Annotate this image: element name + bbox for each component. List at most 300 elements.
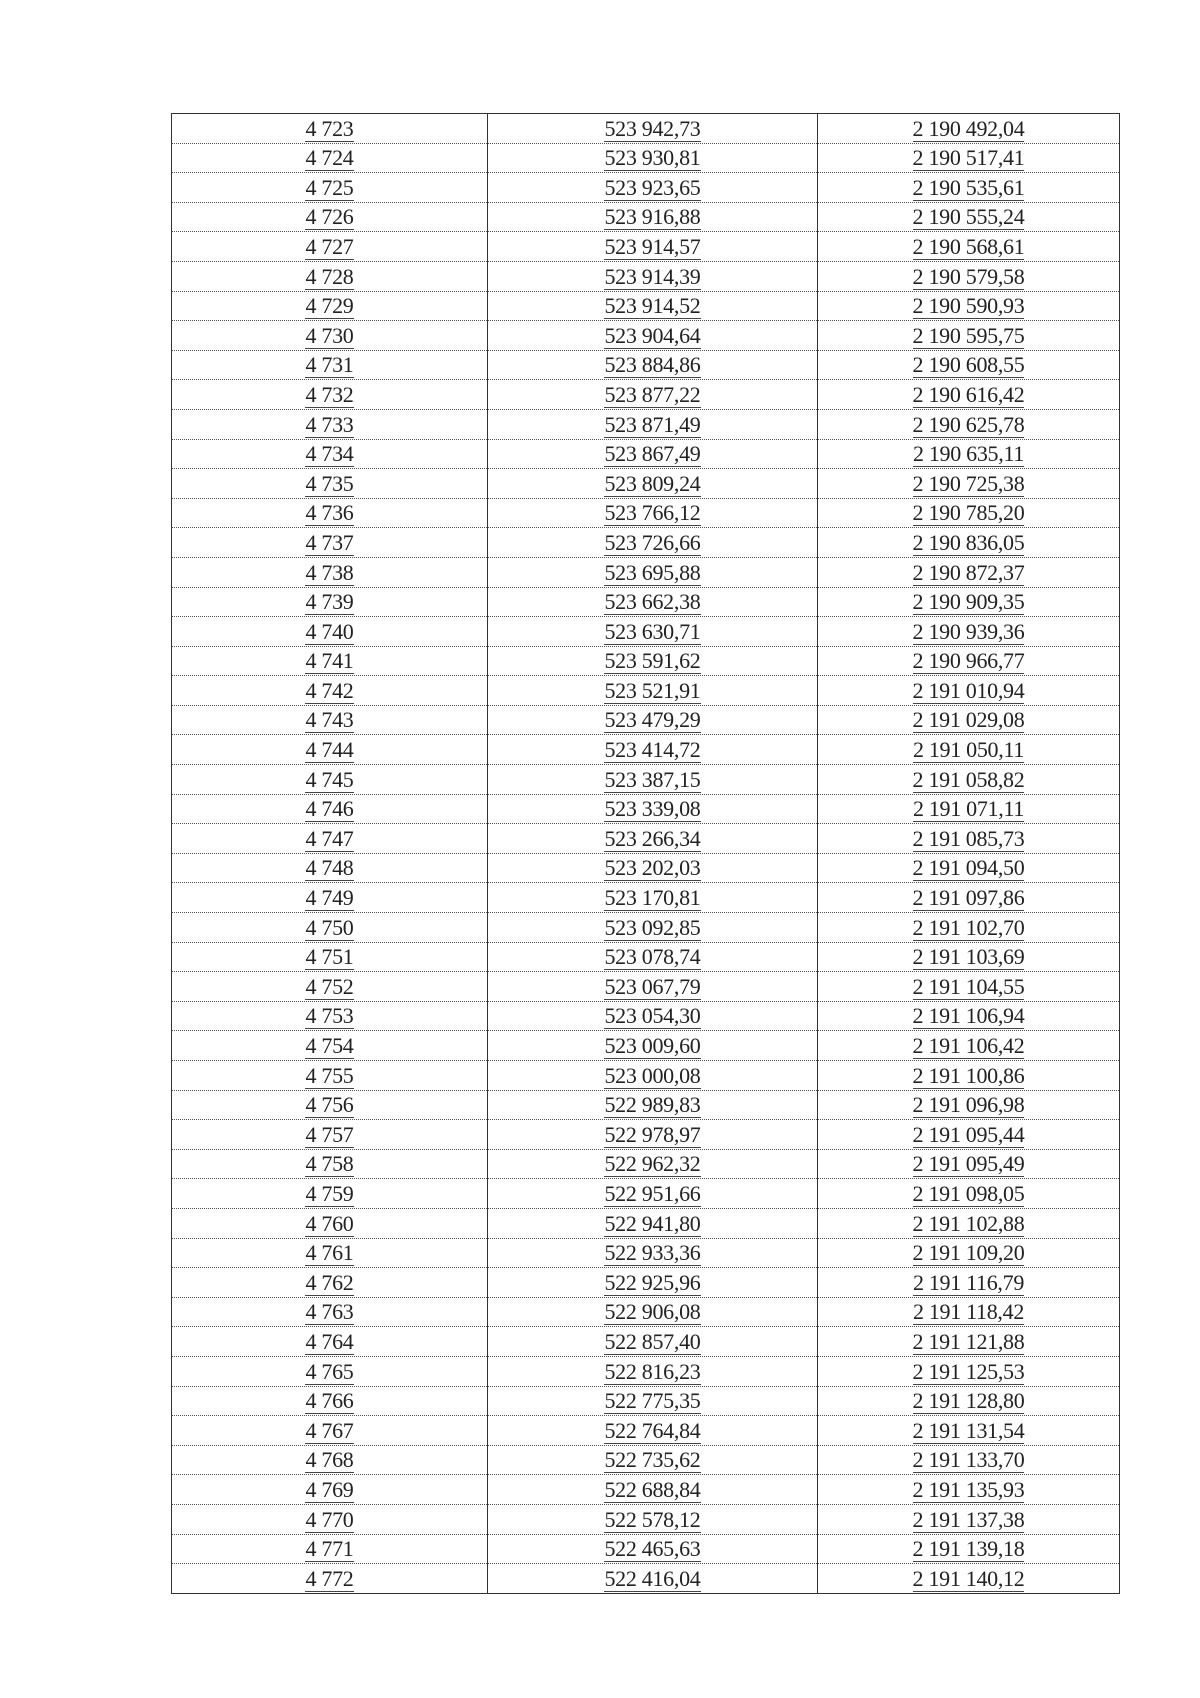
table-row bbox=[172, 972, 1120, 1002]
cell-value: 523 914,57 bbox=[604, 233, 701, 259]
table-row bbox=[172, 1356, 1120, 1386]
y-coordinate-cell bbox=[818, 143, 1120, 173]
x-coordinate-cell bbox=[488, 528, 818, 558]
x-coordinate-cell bbox=[488, 1031, 818, 1061]
cell-value: 523 414,72 bbox=[604, 737, 701, 763]
x-coordinate-cell bbox=[488, 1534, 818, 1564]
point-number-cell bbox=[172, 1149, 488, 1179]
point-number-cell bbox=[172, 173, 488, 203]
table-row bbox=[172, 143, 1120, 173]
cell-value: 2 191 133,70 bbox=[912, 1447, 1025, 1473]
cell-value: 522 735,62 bbox=[604, 1447, 701, 1473]
table-row bbox=[172, 1534, 1120, 1564]
table-row bbox=[172, 617, 1120, 647]
cell-value: 523 630,71 bbox=[604, 618, 701, 644]
x-coordinate-cell bbox=[488, 765, 818, 795]
x-coordinate-cell bbox=[488, 705, 818, 735]
cell-value: 522 989,83 bbox=[604, 1092, 701, 1118]
y-coordinate-cell bbox=[818, 587, 1120, 617]
y-coordinate-cell bbox=[818, 913, 1120, 943]
cell-value: 2 191 085,73 bbox=[912, 825, 1025, 851]
point-number-cell bbox=[172, 824, 488, 854]
y-coordinate-cell bbox=[818, 853, 1120, 883]
y-coordinate-cell bbox=[818, 528, 1120, 558]
point-number-cell bbox=[172, 1445, 488, 1475]
y-coordinate-cell bbox=[818, 439, 1120, 469]
table-row bbox=[172, 232, 1120, 262]
x-coordinate-cell bbox=[488, 202, 818, 232]
cell-value: 4 768 bbox=[305, 1447, 354, 1473]
table-row bbox=[172, 824, 1120, 854]
cell-value: 2 190 966,77 bbox=[912, 648, 1025, 674]
table-row bbox=[172, 765, 1120, 795]
cell-value: 4 751 bbox=[305, 944, 354, 970]
point-number-cell bbox=[172, 1297, 488, 1327]
cell-value: 4 744 bbox=[305, 737, 354, 763]
table-row bbox=[172, 1149, 1120, 1179]
cell-value: 523 202,03 bbox=[604, 855, 701, 881]
cell-value: 4 729 bbox=[305, 293, 354, 319]
point-number-cell bbox=[172, 765, 488, 795]
cell-value: 2 190 595,75 bbox=[912, 322, 1025, 348]
cell-value: 2 190 555,24 bbox=[912, 204, 1025, 230]
point-number-cell bbox=[172, 1327, 488, 1357]
y-coordinate-cell bbox=[818, 1564, 1120, 1594]
point-number-cell bbox=[172, 528, 488, 558]
cell-value: 2 191 121,88 bbox=[912, 1328, 1025, 1354]
point-number-cell bbox=[172, 1416, 488, 1446]
table-row bbox=[172, 1090, 1120, 1120]
cell-value: 2 190 872,37 bbox=[912, 559, 1025, 585]
y-coordinate-cell bbox=[818, 735, 1120, 765]
point-number-cell bbox=[172, 1001, 488, 1031]
cell-value: 4 736 bbox=[305, 500, 354, 526]
cell-value: 2 191 010,94 bbox=[912, 677, 1025, 703]
point-number-cell bbox=[172, 1031, 488, 1061]
cell-value: 523 339,08 bbox=[604, 796, 701, 822]
point-number-cell bbox=[172, 1238, 488, 1268]
x-coordinate-cell bbox=[488, 1268, 818, 1298]
y-coordinate-cell bbox=[818, 617, 1120, 647]
cell-value: 2 191 050,11 bbox=[912, 737, 1025, 763]
point-number-cell bbox=[172, 1208, 488, 1238]
cell-value: 523 000,08 bbox=[604, 1062, 701, 1088]
cell-value: 522 578,12 bbox=[604, 1506, 701, 1532]
y-coordinate-cell bbox=[818, 469, 1120, 499]
point-number-cell bbox=[172, 350, 488, 380]
cell-value: 2 190 725,38 bbox=[912, 470, 1025, 496]
x-coordinate-cell bbox=[488, 1090, 818, 1120]
cell-value: 2 191 098,05 bbox=[912, 1180, 1025, 1206]
cell-value: 522 465,63 bbox=[604, 1536, 701, 1562]
cell-value: 4 753 bbox=[305, 1003, 354, 1029]
x-coordinate-cell bbox=[488, 1179, 818, 1209]
cell-value: 4 752 bbox=[305, 973, 354, 999]
cell-value: 523 766,12 bbox=[604, 500, 701, 526]
cell-value: 4 763 bbox=[305, 1299, 354, 1325]
cell-value: 523 387,15 bbox=[604, 766, 701, 792]
cell-value: 2 191 109,20 bbox=[912, 1240, 1025, 1266]
x-coordinate-cell bbox=[488, 942, 818, 972]
cell-value: 2 191 102,88 bbox=[912, 1210, 1025, 1236]
cell-value: 523 930,81 bbox=[604, 145, 701, 171]
cell-value: 4 760 bbox=[305, 1210, 354, 1236]
x-coordinate-cell bbox=[488, 824, 818, 854]
cell-value: 2 190 909,35 bbox=[912, 589, 1025, 615]
table-row bbox=[172, 1564, 1120, 1594]
cell-value: 2 190 535,61 bbox=[912, 174, 1025, 200]
x-coordinate-cell bbox=[488, 291, 818, 321]
point-number-cell bbox=[172, 1564, 488, 1594]
table-row bbox=[172, 1327, 1120, 1357]
table-row bbox=[172, 1475, 1120, 1505]
x-coordinate-cell bbox=[488, 173, 818, 203]
table-row bbox=[172, 705, 1120, 735]
cell-value: 2 191 095,49 bbox=[912, 1151, 1025, 1177]
table-row bbox=[172, 350, 1120, 380]
cell-value: 522 816,23 bbox=[604, 1358, 701, 1384]
y-coordinate-cell bbox=[818, 1297, 1120, 1327]
table-row bbox=[172, 1031, 1120, 1061]
y-coordinate-cell bbox=[818, 557, 1120, 587]
cell-value: 523 923,65 bbox=[604, 174, 701, 200]
y-coordinate-cell bbox=[818, 1445, 1120, 1475]
x-coordinate-cell bbox=[488, 1297, 818, 1327]
cell-value: 4 724 bbox=[305, 145, 354, 171]
table-row bbox=[172, 1208, 1120, 1238]
point-number-cell bbox=[172, 291, 488, 321]
point-number-cell bbox=[172, 1120, 488, 1150]
table-row bbox=[172, 173, 1120, 203]
x-coordinate-cell bbox=[488, 1416, 818, 1446]
y-coordinate-cell bbox=[818, 1001, 1120, 1031]
x-coordinate-cell bbox=[488, 1504, 818, 1534]
y-coordinate-cell bbox=[818, 1356, 1120, 1386]
cell-value: 4 750 bbox=[305, 914, 354, 940]
table-row bbox=[172, 1297, 1120, 1327]
cell-value: 2 191 097,86 bbox=[912, 885, 1025, 911]
cell-value: 4 745 bbox=[305, 766, 354, 792]
cell-value: 2 191 137,38 bbox=[912, 1506, 1025, 1532]
x-coordinate-cell bbox=[488, 1061, 818, 1091]
cell-value: 4 755 bbox=[305, 1062, 354, 1088]
x-coordinate-cell bbox=[488, 972, 818, 1002]
y-coordinate-cell bbox=[818, 676, 1120, 706]
point-number-cell bbox=[172, 1268, 488, 1298]
x-coordinate-cell bbox=[488, 143, 818, 173]
point-number-cell bbox=[172, 143, 488, 173]
cell-value: 4 739 bbox=[305, 589, 354, 615]
cell-value: 4 725 bbox=[305, 174, 354, 200]
cell-value: 2 190 635,11 bbox=[912, 441, 1025, 467]
table-row bbox=[172, 942, 1120, 972]
x-coordinate-cell bbox=[488, 380, 818, 410]
x-coordinate-cell bbox=[488, 1445, 818, 1475]
cell-value: 2 191 100,86 bbox=[912, 1062, 1025, 1088]
cell-value: 522 906,08 bbox=[604, 1299, 701, 1325]
table-row bbox=[172, 469, 1120, 499]
y-coordinate-cell bbox=[818, 321, 1120, 351]
cell-value: 523 591,62 bbox=[604, 648, 701, 674]
x-coordinate-cell bbox=[488, 1208, 818, 1238]
x-coordinate-cell bbox=[488, 676, 818, 706]
cell-value: 4 738 bbox=[305, 559, 354, 585]
y-coordinate-cell bbox=[818, 1534, 1120, 1564]
y-coordinate-cell bbox=[818, 1031, 1120, 1061]
x-coordinate-cell bbox=[488, 1356, 818, 1386]
x-coordinate-cell bbox=[488, 409, 818, 439]
point-number-cell bbox=[172, 557, 488, 587]
cell-value: 522 775,35 bbox=[604, 1388, 701, 1414]
x-coordinate-cell bbox=[488, 439, 818, 469]
cell-value: 4 743 bbox=[305, 707, 354, 733]
cell-value: 4 727 bbox=[305, 233, 354, 259]
cell-value: 2 191 102,70 bbox=[912, 914, 1025, 940]
cell-value: 522 933,36 bbox=[604, 1240, 701, 1266]
y-coordinate-cell bbox=[818, 1179, 1120, 1209]
table-row bbox=[172, 1268, 1120, 1298]
point-number-cell bbox=[172, 587, 488, 617]
cell-value: 2 190 836,05 bbox=[912, 529, 1025, 555]
cell-value: 2 191 071,11 bbox=[912, 796, 1025, 822]
point-number-cell bbox=[172, 232, 488, 262]
point-number-cell bbox=[172, 1504, 488, 1534]
point-number-cell bbox=[172, 469, 488, 499]
point-number-cell bbox=[172, 409, 488, 439]
cell-value: 2 190 579,58 bbox=[912, 263, 1025, 289]
cell-value: 2 191 106,94 bbox=[912, 1003, 1025, 1029]
x-coordinate-cell bbox=[488, 587, 818, 617]
cell-value: 4 723 bbox=[305, 115, 354, 141]
y-coordinate-cell bbox=[818, 824, 1120, 854]
table-row bbox=[172, 1416, 1120, 1446]
x-coordinate-cell bbox=[488, 617, 818, 647]
table-row bbox=[172, 557, 1120, 587]
point-number-cell bbox=[172, 794, 488, 824]
cell-value: 2 191 116,79 bbox=[912, 1269, 1025, 1295]
cell-value: 4 759 bbox=[305, 1180, 354, 1206]
x-coordinate-cell bbox=[488, 1238, 818, 1268]
table-row bbox=[172, 1238, 1120, 1268]
table-row bbox=[172, 1120, 1120, 1150]
x-coordinate-cell bbox=[488, 1001, 818, 1031]
y-coordinate-cell bbox=[818, 765, 1120, 795]
y-coordinate-cell bbox=[818, 1090, 1120, 1120]
cell-value: 522 978,97 bbox=[604, 1121, 701, 1147]
cell-value: 523 170,81 bbox=[604, 885, 701, 911]
y-coordinate-cell bbox=[818, 1416, 1120, 1446]
table-row bbox=[172, 646, 1120, 676]
point-number-cell bbox=[172, 1061, 488, 1091]
y-coordinate-cell bbox=[818, 498, 1120, 528]
cell-value: 4 769 bbox=[305, 1476, 354, 1502]
cell-value: 4 771 bbox=[305, 1536, 354, 1562]
cell-value: 523 867,49 bbox=[604, 441, 701, 467]
y-coordinate-cell bbox=[818, 409, 1120, 439]
y-coordinate-cell bbox=[818, 1268, 1120, 1298]
table-row bbox=[172, 853, 1120, 883]
y-coordinate-cell bbox=[818, 1386, 1120, 1416]
cell-value: 4 765 bbox=[305, 1358, 354, 1384]
cell-value: 2 190 625,78 bbox=[912, 411, 1025, 437]
cell-value: 523 809,24 bbox=[604, 470, 701, 496]
cell-value: 2 191 128,80 bbox=[912, 1388, 1025, 1414]
cell-value: 523 067,79 bbox=[604, 973, 701, 999]
cell-value: 4 767 bbox=[305, 1417, 354, 1443]
cell-value: 4 749 bbox=[305, 885, 354, 911]
table-row bbox=[172, 735, 1120, 765]
x-coordinate-cell bbox=[488, 735, 818, 765]
cell-value: 2 191 058,82 bbox=[912, 766, 1025, 792]
table-row bbox=[172, 1445, 1120, 1475]
cell-value: 2 190 517,41 bbox=[912, 145, 1025, 171]
cell-value: 2 191 029,08 bbox=[912, 707, 1025, 733]
cell-value: 522 688,84 bbox=[604, 1476, 701, 1502]
y-coordinate-cell bbox=[818, 291, 1120, 321]
table-row bbox=[172, 794, 1120, 824]
point-number-cell bbox=[172, 913, 488, 943]
point-number-cell bbox=[172, 114, 488, 144]
table-row bbox=[172, 114, 1120, 144]
cell-value: 523 479,29 bbox=[604, 707, 701, 733]
cell-value: 2 190 608,55 bbox=[912, 352, 1025, 378]
table-row bbox=[172, 1386, 1120, 1416]
x-coordinate-cell bbox=[488, 913, 818, 943]
x-coordinate-cell bbox=[488, 469, 818, 499]
y-coordinate-cell bbox=[818, 173, 1120, 203]
table-row bbox=[172, 261, 1120, 291]
cell-value: 2 191 118,42 bbox=[912, 1299, 1025, 1325]
point-number-cell bbox=[172, 735, 488, 765]
coordinates-table-body bbox=[172, 114, 1120, 1594]
cell-value: 4 726 bbox=[305, 204, 354, 230]
y-coordinate-cell bbox=[818, 114, 1120, 144]
cell-value: 523 942,73 bbox=[604, 115, 701, 141]
cell-value: 4 772 bbox=[305, 1565, 354, 1591]
x-coordinate-cell bbox=[488, 1475, 818, 1505]
cell-value: 523 054,30 bbox=[604, 1003, 701, 1029]
cell-value: 523 662,38 bbox=[604, 589, 701, 615]
cell-value: 4 754 bbox=[305, 1033, 354, 1058]
point-number-cell bbox=[172, 853, 488, 883]
cell-value: 522 764,84 bbox=[604, 1417, 701, 1443]
cell-value: 2 191 135,93 bbox=[912, 1476, 1025, 1502]
table-row bbox=[172, 498, 1120, 528]
y-coordinate-cell bbox=[818, 705, 1120, 735]
x-coordinate-cell bbox=[488, 1327, 818, 1357]
y-coordinate-cell bbox=[818, 1475, 1120, 1505]
y-coordinate-cell bbox=[818, 1208, 1120, 1238]
cell-value: 523 914,52 bbox=[604, 293, 701, 319]
cell-value: 2 190 568,61 bbox=[912, 233, 1025, 259]
table-row bbox=[172, 587, 1120, 617]
x-coordinate-cell bbox=[488, 321, 818, 351]
y-coordinate-cell bbox=[818, 202, 1120, 232]
cell-value: 523 092,85 bbox=[604, 914, 701, 940]
cell-value: 523 266,34 bbox=[604, 825, 701, 851]
cell-value: 523 904,64 bbox=[604, 322, 701, 348]
y-coordinate-cell bbox=[818, 232, 1120, 262]
y-coordinate-cell bbox=[818, 1327, 1120, 1357]
point-number-cell bbox=[172, 1534, 488, 1564]
table-row bbox=[172, 202, 1120, 232]
cell-value: 2 191 131,54 bbox=[912, 1417, 1025, 1443]
point-number-cell bbox=[172, 1179, 488, 1209]
cell-value: 4 734 bbox=[305, 441, 354, 467]
point-number-cell bbox=[172, 646, 488, 676]
table-row bbox=[172, 913, 1120, 943]
x-coordinate-cell bbox=[488, 1149, 818, 1179]
table-row bbox=[172, 321, 1120, 351]
cell-value: 4 761 bbox=[305, 1240, 354, 1266]
cell-value: 523 914,39 bbox=[604, 263, 701, 289]
cell-value: 522 941,80 bbox=[604, 1210, 701, 1236]
x-coordinate-cell bbox=[488, 557, 818, 587]
point-number-cell bbox=[172, 321, 488, 351]
cell-value: 4 733 bbox=[305, 411, 354, 437]
cell-value: 4 737 bbox=[305, 529, 354, 555]
table-row bbox=[172, 1001, 1120, 1031]
point-number-cell bbox=[172, 972, 488, 1002]
table-row bbox=[172, 1179, 1120, 1209]
x-coordinate-cell bbox=[488, 350, 818, 380]
x-coordinate-cell bbox=[488, 853, 818, 883]
cell-value: 523 009,60 bbox=[604, 1033, 701, 1058]
y-coordinate-cell bbox=[818, 972, 1120, 1002]
point-number-cell bbox=[172, 617, 488, 647]
cell-value: 2 191 095,44 bbox=[912, 1121, 1025, 1147]
cell-value: 2 191 103,69 bbox=[912, 944, 1025, 970]
cell-value: 4 742 bbox=[305, 677, 354, 703]
y-coordinate-cell bbox=[818, 1149, 1120, 1179]
y-coordinate-cell bbox=[818, 350, 1120, 380]
table-row bbox=[172, 883, 1120, 913]
cell-value: 523 521,91 bbox=[604, 677, 701, 703]
cell-value: 2 190 785,20 bbox=[912, 500, 1025, 526]
table-row bbox=[172, 676, 1120, 706]
cell-value: 4 741 bbox=[305, 648, 354, 674]
cell-value: 4 746 bbox=[305, 796, 354, 822]
cell-value: 4 770 bbox=[305, 1506, 354, 1532]
cell-value: 4 758 bbox=[305, 1151, 354, 1177]
x-coordinate-cell bbox=[488, 498, 818, 528]
x-coordinate-cell bbox=[488, 261, 818, 291]
cell-value: 523 884,86 bbox=[604, 352, 701, 378]
cell-value: 2 190 616,42 bbox=[912, 381, 1025, 407]
cell-value: 522 925,96 bbox=[604, 1269, 701, 1295]
cell-value: 523 877,22 bbox=[604, 381, 701, 407]
cell-value: 523 695,88 bbox=[604, 559, 701, 585]
x-coordinate-cell bbox=[488, 232, 818, 262]
cell-value: 2 190 939,36 bbox=[912, 618, 1025, 644]
y-coordinate-cell bbox=[818, 883, 1120, 913]
cell-value: 2 190 492,04 bbox=[912, 115, 1025, 141]
x-coordinate-cell bbox=[488, 1120, 818, 1150]
cell-value: 2 191 106,42 bbox=[912, 1033, 1025, 1058]
y-coordinate-cell bbox=[818, 1120, 1120, 1150]
y-coordinate-cell bbox=[818, 646, 1120, 676]
cell-value: 2 191 140,12 bbox=[912, 1565, 1025, 1591]
table-row bbox=[172, 409, 1120, 439]
cell-value: 2 191 104,55 bbox=[912, 973, 1025, 999]
x-coordinate-cell bbox=[488, 114, 818, 144]
cell-value: 523 078,74 bbox=[604, 944, 701, 970]
cell-value: 522 962,32 bbox=[604, 1151, 701, 1177]
y-coordinate-cell bbox=[818, 794, 1120, 824]
cell-value: 2 191 139,18 bbox=[912, 1536, 1025, 1562]
y-coordinate-cell bbox=[818, 380, 1120, 410]
cell-value: 4 748 bbox=[305, 855, 354, 881]
